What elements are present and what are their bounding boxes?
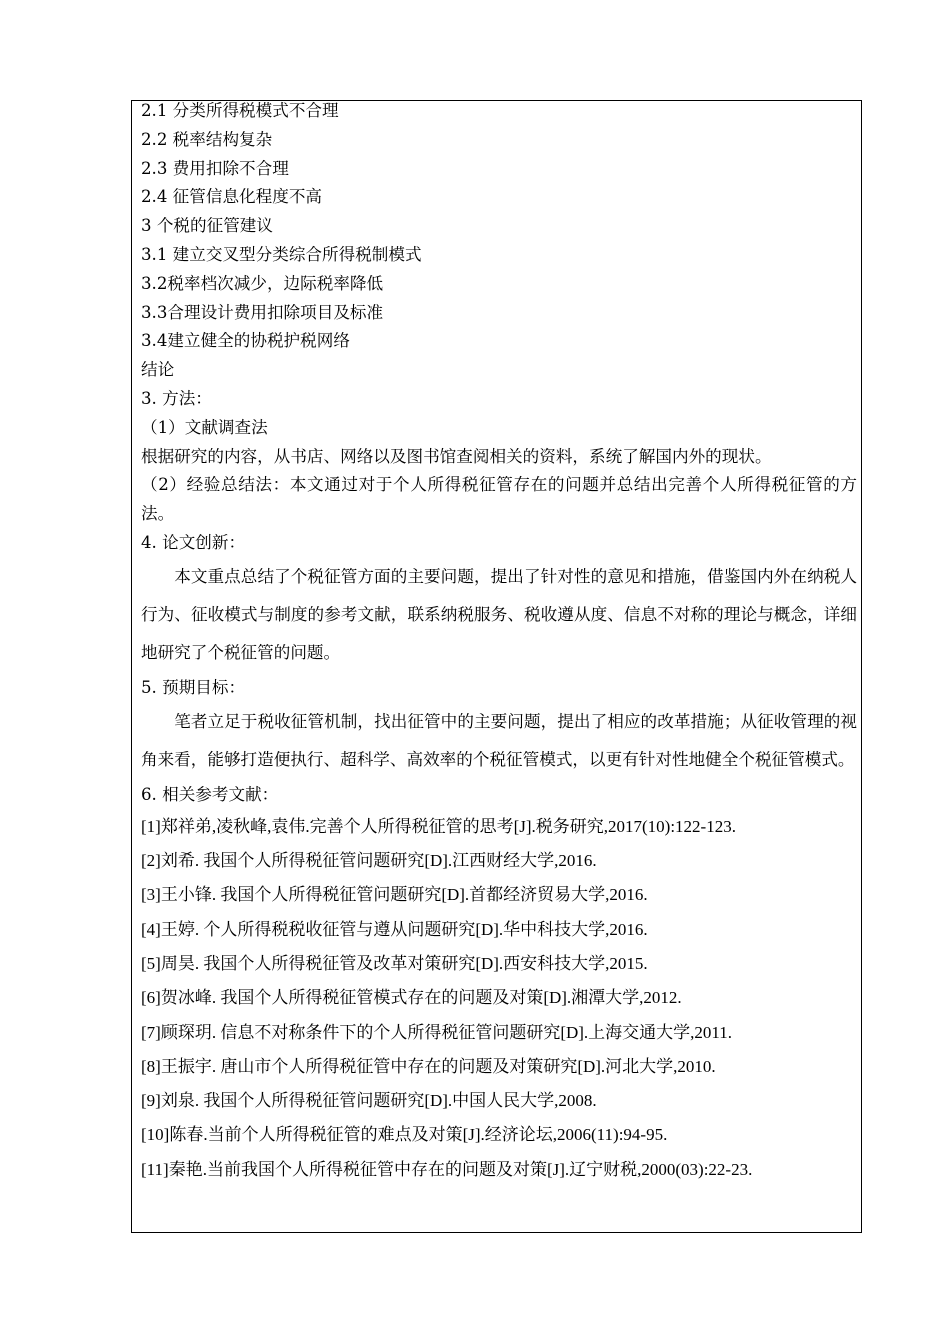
method-title: （1）文献调查法 <box>141 417 268 437</box>
document-body <box>141 97 857 1187</box>
reference-item: [10]陈春.当前个人所得税征管的难点及对策[J].经济论坛,2006(11):94-95. <box>141 1125 668 1145</box>
innovation-section <box>141 529 857 672</box>
section-paragraph: 笔者立足于税收征管机制，找出征管中的主要问题，提出了相应的改革措施；从征收管理的视角来看，能够打造便执行、超科学、高效率的个税征管模式，以更有针对性地健全个税征管模式。 <box>141 711 857 769</box>
reference-item: [5]周昊. 我国个人所得税征管及改革对策研究[D].西安科技大学,2015. <box>141 953 648 973</box>
reference-item: [8]王振宇. 唐山市个人所得税征管中存在的问题及对策研究[D].河北大学,2010. <box>141 1056 716 1076</box>
section-heading: 4. 论文创新： <box>141 532 246 552</box>
references-section <box>141 779 857 1187</box>
reference-item: [7]顾琛玥. 信息不对称条件下的个人所得税征管问题研究[D].上海交通大学,2011. <box>141 1022 733 1042</box>
reference-item: [9]刘泉. 我国个人所得税征管问题研究[D].中国人民大学,2008. <box>141 1091 597 1111</box>
section-heading: 3. 方法： <box>141 388 212 408</box>
outline-item: 2.3 费用扣除不合理 <box>141 158 289 178</box>
reference-item: [1]郑祥弟,凌秋峰,袁伟.完善个人所得税征管的思考[J].税务研究,2017(10):122-123. <box>141 816 736 836</box>
section-heading: 6. 相关参考文献： <box>141 784 279 804</box>
reference-item: [6]贺冰峰. 我国个人所得税征管模式存在的问题及对策[D].湘潭大学,2012. <box>141 988 682 1008</box>
outline-item: 3.1 建立交叉型分类综合所得税制模式 <box>141 244 422 264</box>
outline-item: 3.3合理设计费用扣除项目及标准 <box>141 302 384 322</box>
methods-section <box>141 385 857 529</box>
reference-item: [11]秦艳.当前我国个人所得税征管中存在的问题及对策[J].辽宁财税,2000(03):22-23. <box>141 1159 753 1179</box>
outline-item: 2.4 征管信息化程度不高 <box>141 187 323 207</box>
outline-item: 3.4建立健全的协税护税网络 <box>141 331 350 351</box>
outline-item: 3 个税的征管建议 <box>141 216 273 236</box>
section-paragraph: 本文重点总结了个税征管方面的主要问题，提出了针对性的意见和措施，借鉴国内外在纳税人行为、征收模式与制度的参考文献，联系纳税服务、税收遵从度、信息不对称的理论与概念，详细地研究了个税征管的问题。 <box>141 566 857 662</box>
section-heading: 5. 预期目标： <box>141 677 246 697</box>
goal-section <box>141 672 857 779</box>
outline-item: 结论 <box>141 360 175 380</box>
method-text: 根据研究的内容，从书店、网络以及图书馆查阅相关的资料，系统了解国内外的现状。 <box>141 446 772 466</box>
reference-item: [4]王婷. 个人所得税税收征管与遵从问题研究[D].华中科技大学,2016. <box>141 919 648 939</box>
reference-item: [2]刘希. 我国个人所得税征管问题研究[D].江西财经大学,2016. <box>141 851 597 871</box>
method-text: （2）经验总结法：本文通过对于个人所得税征管存在的问题并总结出完善个人所得税征管的方法。 <box>141 475 857 524</box>
outline-item: 3.2税率档次减少，边际税率降低 <box>141 273 384 293</box>
reference-item: [3]王小锋. 我国个人所得税征管问题研究[D].首都经济贸易大学,2016. <box>141 885 648 905</box>
outline-item: 2.2 税率结构复杂 <box>141 129 273 149</box>
outline-list <box>141 97 857 385</box>
outline-item: 2.1 分类所得税模式不合理 <box>141 101 339 120</box>
